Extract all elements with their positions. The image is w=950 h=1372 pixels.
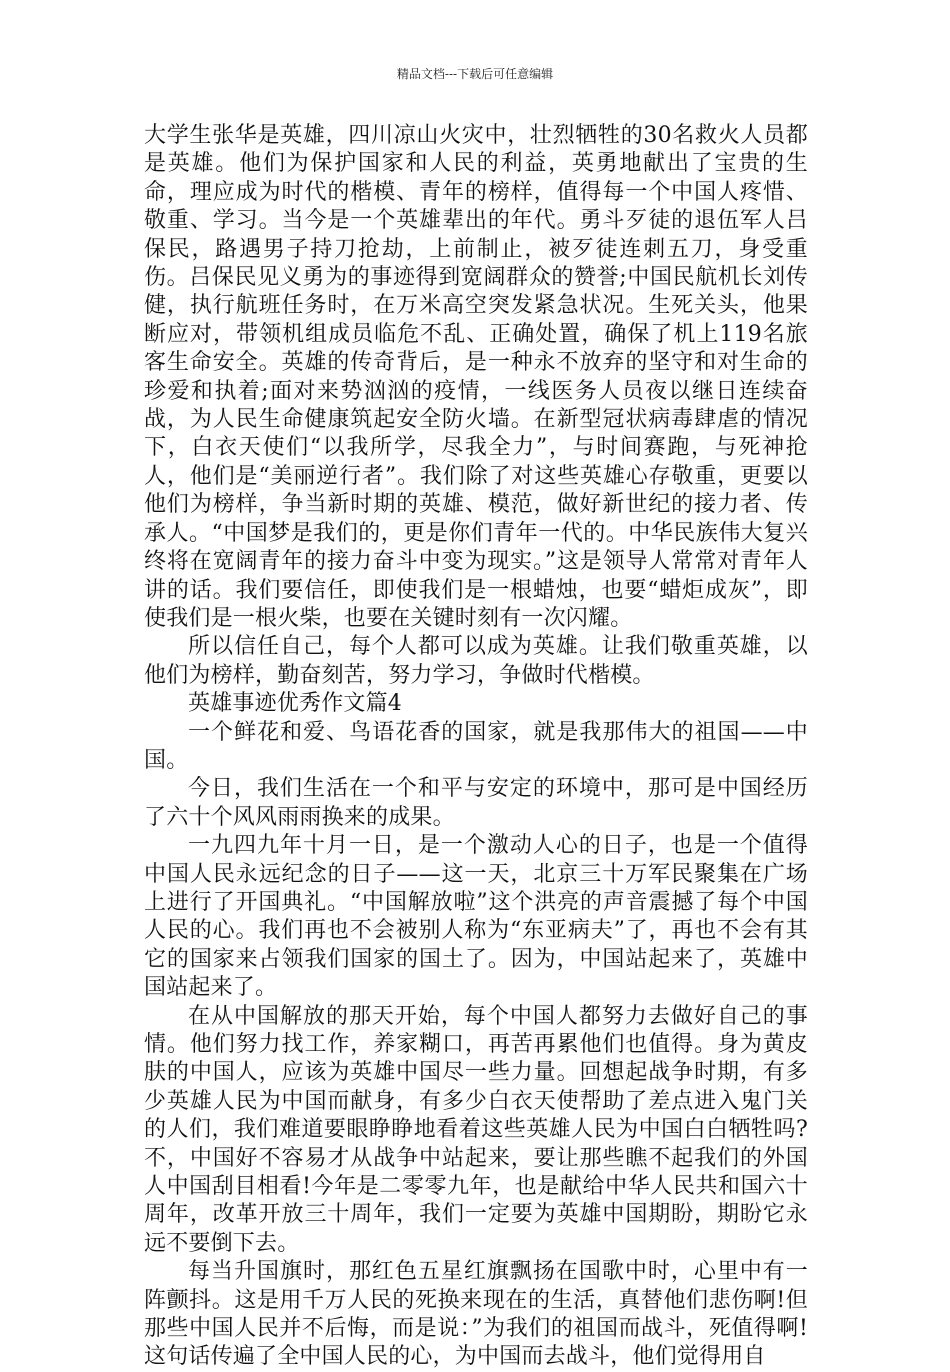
paragraph: 一个鲜花和爱、鸟语花香的国家，就是我那伟大的祖国——中国。 [144, 719, 808, 773]
paragraph: 在从中国解放的那天开始，每个中国人都努力去做好自己的事情。他们努力找工作，养家糊口，再苦再累他们也值得。身为黄皮肤的中国人，应该为英雄中国尽一些力量。回想起战争时期，有多少英雄人民为中国而献身，有多少白衣天使帮助了差点进入鬼门关的人们，我们难道要眼睁睁地看着这些英雄人民为中国白白牺牲吗?不，中国好不容易才从战争中站起来，要让那些瞧不起我们的外国人中国刮目相看!今年是二零零九年，也是献给中华人民共和国六十周年，改革开放三十周年，我们一定要为英雄中国期盼，期盼它永远不要倒下去。 [144, 1003, 808, 1256]
paragraph: 一九四九年十月一日，是一个激动人心的日子，也是一个值得中国人民永远纪念的日子——这一天，北京三十万军民聚集在广场上进行了开国典礼。“中国解放啦”这个洪亮的声音震撼了每个中国人民的心。我们再也不会被别人称为“东亚病夫”了，再也不会有其它的国家来占领我们国家的国土了。因为，中国站起来了，英雄中国站起来了。 [144, 833, 808, 1001]
paragraph: 所以信任自己，每个人都可以成为英雄。让我们敬重英雄，以他们为榜样，勤奋刻苦，努力学习，争做时代楷模。 [144, 634, 808, 688]
page-header: 精品文档---下载后可任意编辑 [396, 67, 554, 81]
section-heading: 英雄事迹优秀作文篇4 [188, 691, 402, 717]
paragraph: 今日，我们生活在一个和平与安定的环境中，那可是中国经历了六十个风风雨雨换来的成果。 [144, 776, 808, 830]
document-body [144, 122, 808, 1372]
paragraph: 每当升国旗时，那红色五星红旗飘扬在国歌中时，心里中有一阵颤抖。这是用千万人民的死换来现在的生活，真替他们悲伤啊!但那些中国人民并不后悔，而是说：”为我们的祖国而战斗，死值得啊!这句话传遍了全中国人民的心，为中国而去战斗，他们觉得用自 [144, 1259, 808, 1370]
paragraph: 大学生张华是英雄，四川凉山火灾中，壮烈牺牲的30名救火人员都是英雄。他们为保护国家和人民的利益，英勇地献出了宝贵的生命，理应成为时代的楷模、青年的榜样，值得每一个中国人疼惜、敬重、学习。当今是一个英雄辈出的年代。勇斗歹徒的退伍军人吕保民，路遇男子持刀抢劫，上前制止，被歹徒连刺五刀，身受重伤。吕保民见义勇为的事迹得到宽阔群众的赞誉;中国民航机长刘传健，执行航班任务时，在万米高空突发紧急状况。生死关头，他果断应对，带领机组成员临危不乱、正确处置，确保了机上119名旅客生命安全。英雄的传奇背后，是一种永不放弃的坚守和对生命的珍爱和执着;面对来势汹汹的疫情，一线医务人员夜以继日连续奋战，为人民生命健康筑起安全防火墙。在新型冠状病毒肆虐的情况下，白衣天使们“以我所学，尽我全力”，与时间赛跑，与死神抢人，他们是“美丽逆行者”。我们除了对这些英雄心存敬重，更要以他们为榜样，争当新时期的英雄、模范，做好新世纪的接力者、传承人。“中国梦是我们的，更是你们青年一代的。中华民族伟大复兴终将在宽阔青年的接力奋斗中变为现实。”这是领导人常常对青年人讲的话。我们要信任，即使我们是一根蜡烛，也要“蜡炬成灰”，即使我们是一根火柴，也要在关键时刻有一次闪耀。 [144, 123, 808, 631]
